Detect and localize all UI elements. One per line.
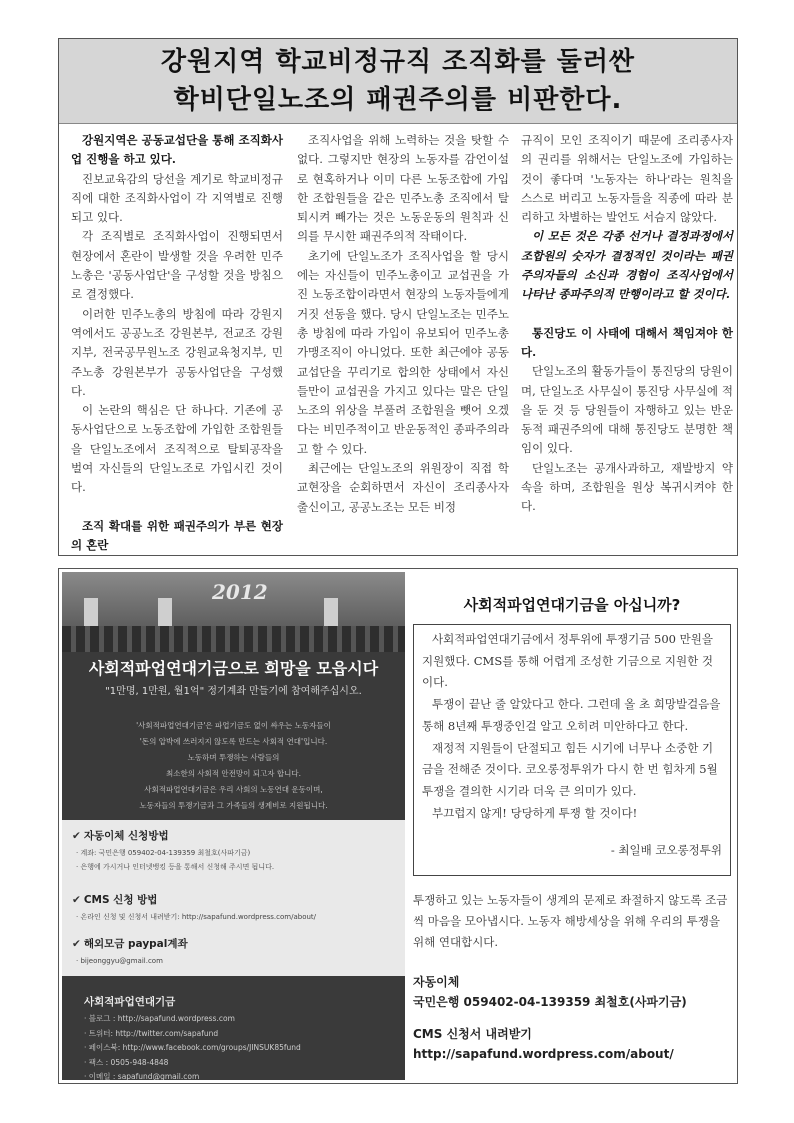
- poster-line: '돈의 압박에 쓰러지지 않도록 만드는 사회적 연대'입니다.: [139, 737, 328, 746]
- testimonial-box: [413, 624, 731, 876]
- headline-line-2: 학비단일노조의 패권주의를 비판한다.: [173, 85, 623, 115]
- testimonial-paragraph: 재정적 지원들이 단절되고 힘든 시기에 너무나 소중한 기금을 전해준 것이다. 코오롱정투위가 다시 한 번 힘차게 5월 투쟁을 결의한 시기라 더욱 큰 의미가 있다.: [422, 740, 718, 798]
- article-paragraph: [71, 498, 283, 517]
- article-paragraph: 단일노조의 활동가들이 통진당의 당원이며, 단일노조 사무실이 통진당 사무실에 적을 둔 것 등 당원들이 자행하고 있는 반운동적 패권주의에 대해 통진당도 분명한 책임이 있다.: [521, 364, 733, 456]
- article-paragraph: 단일노조는 공개사과하고, 재발방지 약속을 하며, 조합원을 원상 복귀시켜야 한다.: [521, 460, 733, 514]
- article-paragraph: 조직 확대를 위한 패권주의가 부른 현장의 혼란: [71, 518, 283, 552]
- auto-transfer-label: 자동이체: [413, 975, 460, 989]
- article-paragraph: 통진당도 이 사태에 대해서 책임져야 한다.: [521, 325, 733, 359]
- poster-line: 노동자들의 투쟁기금과 그 가족들의 생계비로 지원됩니다.: [139, 801, 328, 810]
- auto-transfer-info: [413, 972, 733, 1012]
- check-icon: ✔: [72, 830, 81, 842]
- auto-transfer-account: 국민은행 059402-04-139359 최철호(사파기금): [413, 995, 687, 1009]
- article-paragraph: 진보교육감의 당선을 계기로 학교비정규직에 대한 조직화사업이 각 지역별로 진행되고 있다.: [71, 171, 283, 225]
- article-paragraph: 이 논란의 핵심은 단 하나다. 기존에 공동사업단으로 노동조합에 가입한 조합원들을 단일노조에서 조직적으로 탈퇴공작을 벌여 자신들의 단일노조로 가입시킨 것이다.: [71, 403, 283, 495]
- poster-description: [72, 718, 395, 814]
- paypal-line: · bijeonggyu@gmail.com: [76, 957, 163, 965]
- poster-line: 사회적파업연대기금은 우리 사회의 노동연대 운동이며,: [144, 785, 323, 794]
- auto-transfer-title: 자동이체 신청방법: [83, 830, 169, 842]
- check-icon: ✔: [72, 938, 81, 950]
- contact-email: · 이메일 : sapafund@gmail.com: [84, 1072, 200, 1080]
- testimonial-paragraph: 투쟁이 끝난 줄 알았다고 한다. 그런데 올 초 희망발걸음을 통해 8년째 투쟁중인걸 알고 오히려 미안하다고 한다.: [422, 697, 721, 733]
- poster-line: '사회적파업연대기금'은 파업기금도 없이 싸우는 노동자들이: [136, 721, 331, 730]
- cms-line: · 온라인 신청 및 신청서 내려받기: http://sapafund.wordpress.com/about/: [76, 913, 317, 921]
- article-paragraph: 강원지역은 공동교섭단을 통해 조직화사업 진행을 하고 있다.: [71, 133, 283, 167]
- fund-article-title: 사회적파업연대기금을 아십니까?: [463, 596, 681, 614]
- poster-contacts-title: 사회적파업연대기금: [84, 996, 176, 1008]
- poster-line: 최소한의 사회적 안전망이 되고자 합니다.: [165, 769, 302, 778]
- headline: [59, 39, 737, 124]
- crowd-silhouette: [62, 626, 405, 652]
- cms-download-label: CMS 신청서 내려받기: [413, 1027, 532, 1041]
- cms-text: [76, 910, 316, 924]
- poster-subtitle: "1만명, 1만원, 월1억" 정기계좌 만들기에 참여해주십시오.: [105, 686, 362, 697]
- poster-contacts: [84, 994, 394, 1080]
- paypal-heading: [72, 936, 188, 951]
- article-paragraph: 이 모든 것은 각종 선거나 결정과정에서 조합원의 숫자가 결정적인 것이라는 패권주의자들의 소신과 경험이 조직사업에서 나타난 종파주의적 만행이라고 할 것이다.: [521, 229, 733, 302]
- poster-title: 사회적파업연대기금으로 희망을 모읍시다: [88, 659, 379, 678]
- flag-icon: [324, 598, 338, 628]
- fund-section: [58, 568, 738, 1084]
- cms-download-link[interactable]: http://sapafund.wordpress.com/about/: [413, 1047, 674, 1061]
- cms-heading: [72, 892, 157, 907]
- fund-poster: [62, 572, 405, 1080]
- article-paragraph: 최근에는 단일노조의 위원장이 직접 학교현장을 순회하면서 자신이 조리종사자 출신이고, 공공노조는 모든 비정: [297, 461, 509, 514]
- auto-transfer-heading: [72, 828, 169, 843]
- poster-line: 노동하며 투쟁하는 사람들의: [187, 753, 280, 762]
- article-column-2: [297, 131, 509, 517]
- auto-transfer-line: · 은행에 가시거나 인터넷뱅킹 등을 통해서 신청해 주시면 됩니다.: [76, 863, 275, 871]
- poster-year: 2012: [212, 580, 268, 604]
- protest-photo: [62, 572, 405, 652]
- article-paragraph: 이러한 민주노총의 방침에 따라 강원지역에서도 공공노조 강원본부, 전교조 강원지부, 전국공무원노조 강원교육청지부, 민주노총 강원본부가 공동사업단을 구성했다.: [71, 306, 283, 398]
- testimonial-signature: - 최일배 코오롱정투위: [610, 843, 722, 858]
- cms-info: [413, 1024, 733, 1064]
- fund-appeal-text: 투쟁하고 있는 노동자들이 생계의 문제로 좌절하지 않도록 조금씩 마음을 모아냅시다. 노동자 해방세상을 위해 우리의 투쟁을 위해 연대합시다.: [413, 893, 728, 949]
- article-column-1: [71, 131, 283, 555]
- article-paragraph: 각 조직별로 조직화사업이 진행되면서 현장에서 혼란이 발생할 것을 우려한 민주노총은 '공동사업단'을 구성할 것을 방침으로 결정했다.: [71, 229, 283, 302]
- check-icon: ✔: [72, 894, 81, 906]
- article-paragraph: [521, 305, 733, 324]
- paypal-title: 해외모금 paypal계좌: [83, 938, 188, 950]
- contact-fax: · 팩스 : 0505-948-4848: [84, 1057, 169, 1067]
- auto-transfer-line: · 계좌: 국민은행 059402-04-139359 최철호(사파기금): [76, 849, 251, 857]
- paypal-text: [76, 954, 163, 968]
- cms-title: CMS 신청 방법: [83, 894, 158, 906]
- article-paragraph: 조직사업을 위해 노력하는 것을 탓할 수 없다. 그렇지만 현장의 노동자를 감언이설로 현혹하거나 이미 다른 노동조합에 가입한 조합원들을 같은 민주노총 조직에서 탈퇴시켜 빼가는 것은 노동운동의 원칙과 신의를 무시한 패권주의적 작태이다.: [297, 133, 509, 244]
- fund-appeal: [413, 890, 733, 953]
- testimonial-paragraph: 부끄럽지 않게! 당당하게 투쟁 할 것이다!: [432, 805, 638, 820]
- headline-line-1: 강원지역 학교비정규직 조직화를 둘러싼: [160, 47, 636, 77]
- contact-twitter: · 트위터: http://twitter.com/sapafund: [84, 1028, 219, 1038]
- article-column-3: [521, 131, 733, 517]
- auto-transfer-text: [76, 846, 274, 874]
- contact-blog: · 블로그 : http://sapafund.wordpress.com: [84, 1014, 235, 1023]
- fund-article: [411, 572, 733, 1080]
- testimonial-paragraph: 사회적파업연대기금에서 정투위에 투쟁기금 500 만원을 지원했다. CMS를 통해 어렵게 조성한 기금으로 지원한 것이다.: [422, 632, 713, 690]
- poster-info-panel: [62, 820, 405, 976]
- article-paragraph: 초기에 단일노조가 조직사업을 할 당시에는 자신들이 민주노총이고 교섭권을 가진 노동조합이라면서 현장의 노동자들에게 거짓 선동을 했다. 당시 단일노조는 민주노총 방침에 따라 가입이 유보되어 민주노총 가맹조직이 아니었다. 또한 최근에야 공동교섭단을 꾸리기로 합의한 상태에서 자신들만이 교섭권을 가지고 있다는 말은 단일노조의 위상을 부풀려 조합원을 뺏어 오겠다는 비민주적이고 반운동적인 종파주의라고 할 수 있다.: [297, 248, 509, 456]
- article-paragraph: 규직이 모인 조직이기 때문에 조리종사자의 권리를 위해서는 단일노조에 가입하는 것이 좋다며 '노동자는 하나'라는 원칙을 스스로 버리고 노동자들을 직종에 따라 분리하고 차별하는 발언도 서슴지 않았다.: [521, 133, 733, 225]
- contact-facebook: · 페이스북: http://www.facebook.com/groups/JINSUK85fund: [84, 1043, 301, 1052]
- article-box: [58, 38, 738, 556]
